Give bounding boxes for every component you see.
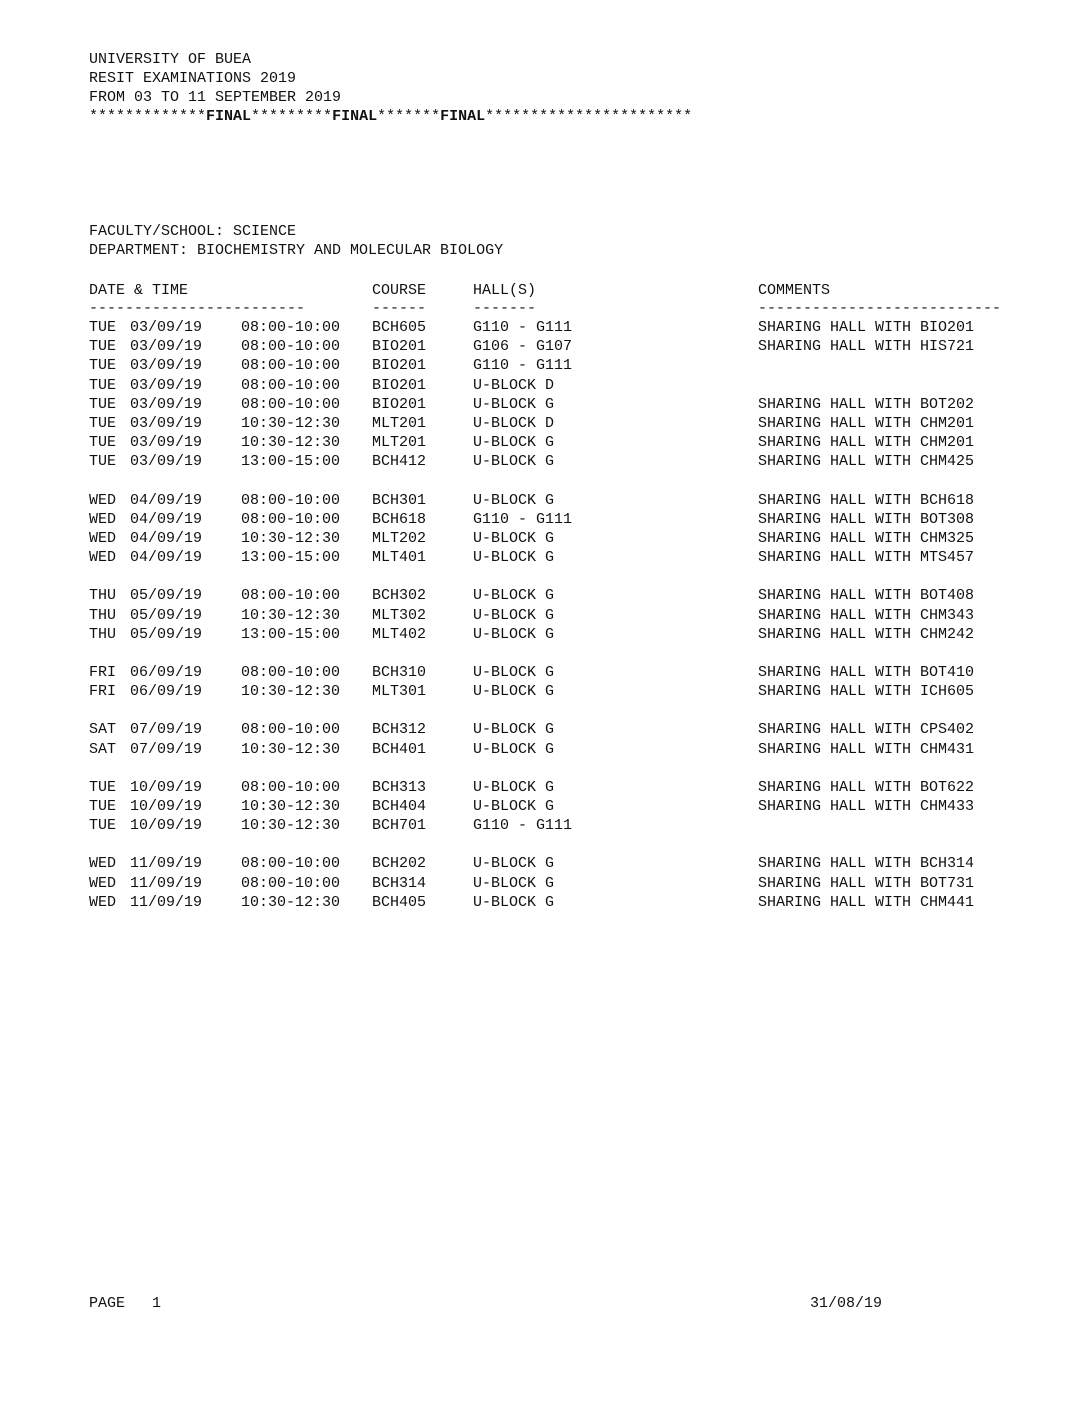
cell-hall: U-BLOCK G [473,798,555,815]
cell-course: BCH412 [372,453,427,470]
cell-course: BCH314 [372,875,427,892]
cell-comment: SHARING HALL WITH CHM425 [758,453,975,470]
cell-day: THU [89,587,117,604]
cell-course: MLT201 [372,434,427,451]
cell-course: MLT202 [372,530,427,547]
cell-course: BCH404 [372,798,427,815]
cell-time: 08:00-10:00 [241,664,341,681]
cell-course: BCH312 [372,721,427,738]
column-header-date-time: DATE & TIME [89,282,189,299]
cell-course: BIO201 [372,357,427,374]
cell-date: 10/09/19 [130,779,203,796]
table-row [0,356,1088,375]
cell-comment: SHARING HALL WITH ICH605 [758,683,975,700]
underline-halls: ------- [473,300,537,317]
cell-comment: SHARING HALL WITH CHM441 [758,894,975,911]
cell-date: 04/09/19 [130,492,203,509]
cell-hall: U-BLOCK D [473,377,555,394]
cell-comment: SHARING HALL WITH CHM431 [758,741,975,758]
cell-hall: U-BLOCK G [473,492,555,509]
cell-hall: U-BLOCK G [473,607,555,624]
final-label: FINAL [440,108,486,125]
cell-date: 11/09/19 [130,894,203,911]
cell-comment: SHARING HALL WITH CHM343 [758,607,975,624]
cell-day: WED [89,855,117,872]
cell-date: 03/09/19 [130,377,203,394]
cell-hall: G110 - G111 [473,357,573,374]
cell-comment: SHARING HALL WITH BIO201 [758,319,975,336]
cell-hall: U-BLOCK G [473,741,555,758]
table-row [0,491,1088,510]
cell-time: 08:00-10:00 [241,855,341,872]
cell-day: SAT [89,721,117,738]
cell-comment: SHARING HALL WITH CPS402 [758,721,975,738]
cell-time: 08:00-10:00 [241,875,341,892]
cell-hall: G110 - G111 [473,511,573,528]
cell-date: 11/09/19 [130,855,203,872]
cell-hall: G110 - G111 [473,817,573,834]
cell-day: WED [89,875,117,892]
cell-day: TUE [89,779,117,796]
cell-hall: U-BLOCK G [473,530,555,547]
table-row [0,606,1088,625]
cell-date: 07/09/19 [130,741,203,758]
final-label: FINAL [206,108,252,125]
table-row [0,510,1088,529]
cell-course: BIO201 [372,377,427,394]
cell-course: MLT301 [372,683,427,700]
table-row [0,874,1088,893]
cell-comment: SHARING HALL WITH BCH618 [758,492,975,509]
cell-day: THU [89,626,117,643]
cell-time: 13:00-15:00 [241,549,341,566]
cell-date: 06/09/19 [130,683,203,700]
cell-hall: U-BLOCK G [473,779,555,796]
underline-comments: --------------------------- [758,300,1002,317]
faculty-label: FACULTY/SCHOOL: SCIENCE [89,223,297,240]
underline-date-time: ------------------------ [89,300,306,317]
cell-time: 08:00-10:00 [241,779,341,796]
cell-date: 03/09/19 [130,319,203,336]
table-row [0,395,1088,414]
table-row [0,376,1088,395]
cell-course: BCH701 [372,817,427,834]
cell-date: 10/09/19 [130,817,203,834]
cell-course: BCH401 [372,741,427,758]
cell-comment: SHARING HALL WITH BOT308 [758,511,975,528]
cell-course: BCH405 [372,894,427,911]
cell-comment: SHARING HALL WITH BOT408 [758,587,975,604]
cell-date: 04/09/19 [130,511,203,528]
cell-course: MLT201 [372,415,427,432]
table-row [0,625,1088,644]
cell-comment: SHARING HALL WITH BOT202 [758,396,975,413]
cell-comment: SHARING HALL WITH BCH314 [758,855,975,872]
cell-comment: SHARING HALL WITH BOT731 [758,875,975,892]
cell-date: 10/09/19 [130,798,203,815]
print-date: 31/08/19 [810,1295,883,1312]
cell-hall: G106 - G107 [473,338,573,355]
cell-day: SAT [89,741,117,758]
cell-time: 13:00-15:00 [241,626,341,643]
cell-day: THU [89,607,117,624]
cell-time: 10:30-12:30 [241,415,341,432]
cell-time: 08:00-10:00 [241,396,341,413]
cell-date: 03/09/19 [130,396,203,413]
cell-hall: U-BLOCK G [473,626,555,643]
cell-time: 10:30-12:30 [241,683,341,700]
column-header-course: COURSE [372,282,427,299]
table-row [0,586,1088,605]
cell-time: 10:30-12:30 [241,607,341,624]
cell-course: MLT302 [372,607,427,624]
cell-comment: SHARING HALL WITH CHM201 [758,415,975,432]
page-label: PAGE [89,1295,126,1312]
table-row [0,529,1088,548]
table-row [0,816,1088,835]
cell-date: 04/09/19 [130,549,203,566]
cell-hall: U-BLOCK G [473,587,555,604]
table-row [0,548,1088,567]
underline-course: ------ [372,300,427,317]
cell-hall: U-BLOCK G [473,875,555,892]
cell-day: WED [89,530,117,547]
page-number: 1 [152,1295,162,1312]
table-row [0,740,1088,759]
cell-time: 10:30-12:30 [241,434,341,451]
cell-day: TUE [89,817,117,834]
cell-course: BCH310 [372,664,427,681]
cell-time: 08:00-10:00 [241,357,341,374]
cell-time: 08:00-10:00 [241,338,341,355]
cell-time: 08:00-10:00 [241,587,341,604]
cell-day: TUE [89,434,117,451]
cell-course: BCH313 [372,779,427,796]
cell-day: WED [89,492,117,509]
cell-hall: U-BLOCK G [473,549,555,566]
cell-day: TUE [89,415,117,432]
table-row [0,663,1088,682]
cell-comment: SHARING HALL WITH CHM242 [758,626,975,643]
cell-hall: U-BLOCK G [473,664,555,681]
cell-hall: U-BLOCK G [473,434,555,451]
table-row [0,720,1088,739]
cell-day: TUE [89,798,117,815]
cell-course: MLT401 [372,549,427,566]
cell-date: 07/09/19 [130,721,203,738]
cell-hall: U-BLOCK G [473,453,555,470]
cell-hall: U-BLOCK G [473,396,555,413]
exam-title: RESIT EXAMINATIONS 2019 [89,70,297,87]
cell-hall: U-BLOCK G [473,894,555,911]
cell-comment: SHARING HALL WITH BOT622 [758,779,975,796]
cell-course: BCH301 [372,492,427,509]
table-row [0,318,1088,337]
table-row [0,414,1088,433]
cell-course: BCH202 [372,855,427,872]
cell-date: 03/09/19 [130,453,203,470]
column-header-halls: HALL(S) [473,282,537,299]
cell-time: 08:00-10:00 [241,511,341,528]
cell-day: TUE [89,453,117,470]
cell-course: BIO201 [372,396,427,413]
cell-hall: U-BLOCK G [473,721,555,738]
cell-time: 10:30-12:30 [241,741,341,758]
cell-course: BIO201 [372,338,427,355]
cell-date: 03/09/19 [130,338,203,355]
cell-course: BCH618 [372,511,427,528]
cell-time: 08:00-10:00 [241,492,341,509]
cell-day: FRI [89,664,117,681]
table-row [0,337,1088,356]
cell-comment: SHARING HALL WITH CHM433 [758,798,975,815]
cell-day: WED [89,894,117,911]
cell-course: BCH302 [372,587,427,604]
cell-date: 03/09/19 [130,434,203,451]
table-row [0,778,1088,797]
cell-date: 03/09/19 [130,415,203,432]
cell-date: 05/09/19 [130,607,203,624]
cell-comment: SHARING HALL WITH CHM201 [758,434,975,451]
cell-time: 10:30-12:30 [241,817,341,834]
exam-period: FROM 03 TO 11 SEPTEMBER 2019 [89,89,342,106]
cell-day: TUE [89,338,117,355]
cell-day: TUE [89,377,117,394]
cell-time: 13:00-15:00 [241,453,341,470]
cell-time: 08:00-10:00 [241,377,341,394]
cell-hall: U-BLOCK G [473,683,555,700]
cell-date: 03/09/19 [130,357,203,374]
cell-day: TUE [89,396,117,413]
cell-date: 06/09/19 [130,664,203,681]
cell-day: TUE [89,319,117,336]
page-indicator [89,1295,161,1312]
cell-time: 08:00-10:00 [241,319,341,336]
table-row [0,452,1088,471]
cell-day: WED [89,511,117,528]
cell-time: 10:30-12:30 [241,530,341,547]
cell-time: 08:00-10:00 [241,721,341,738]
cell-hall: U-BLOCK D [473,415,555,432]
cell-comment: SHARING HALL WITH HIS721 [758,338,975,355]
table-row [0,797,1088,816]
cell-comment: SHARING HALL WITH MTS457 [758,549,975,566]
cell-comment: SHARING HALL WITH BOT410 [758,664,975,681]
table-row [0,682,1088,701]
cell-time: 10:30-12:30 [241,798,341,815]
cell-day: WED [89,549,117,566]
cell-date: 05/09/19 [130,626,203,643]
table-row [0,893,1088,912]
cell-day: TUE [89,357,117,374]
cell-date: 11/09/19 [130,875,203,892]
department-label: DEPARTMENT: BIOCHEMISTRY AND MOLECULAR BIOLOGY [89,242,504,259]
final-banner: *************FINAL*********FINAL*******FINAL*********************** [89,108,693,125]
final-label: FINAL [332,108,378,125]
cell-date: 05/09/19 [130,587,203,604]
table-row [0,854,1088,873]
cell-date: 04/09/19 [130,530,203,547]
cell-hall: U-BLOCK G [473,855,555,872]
cell-course: BCH605 [372,319,427,336]
column-header-comments: COMMENTS [758,282,831,299]
table-row [0,433,1088,452]
cell-time: 10:30-12:30 [241,894,341,911]
university-name: UNIVERSITY OF BUEA [89,51,252,68]
cell-hall: G110 - G111 [473,319,573,336]
cell-day: FRI [89,683,117,700]
cell-course: MLT402 [372,626,427,643]
cell-comment: SHARING HALL WITH CHM325 [758,530,975,547]
